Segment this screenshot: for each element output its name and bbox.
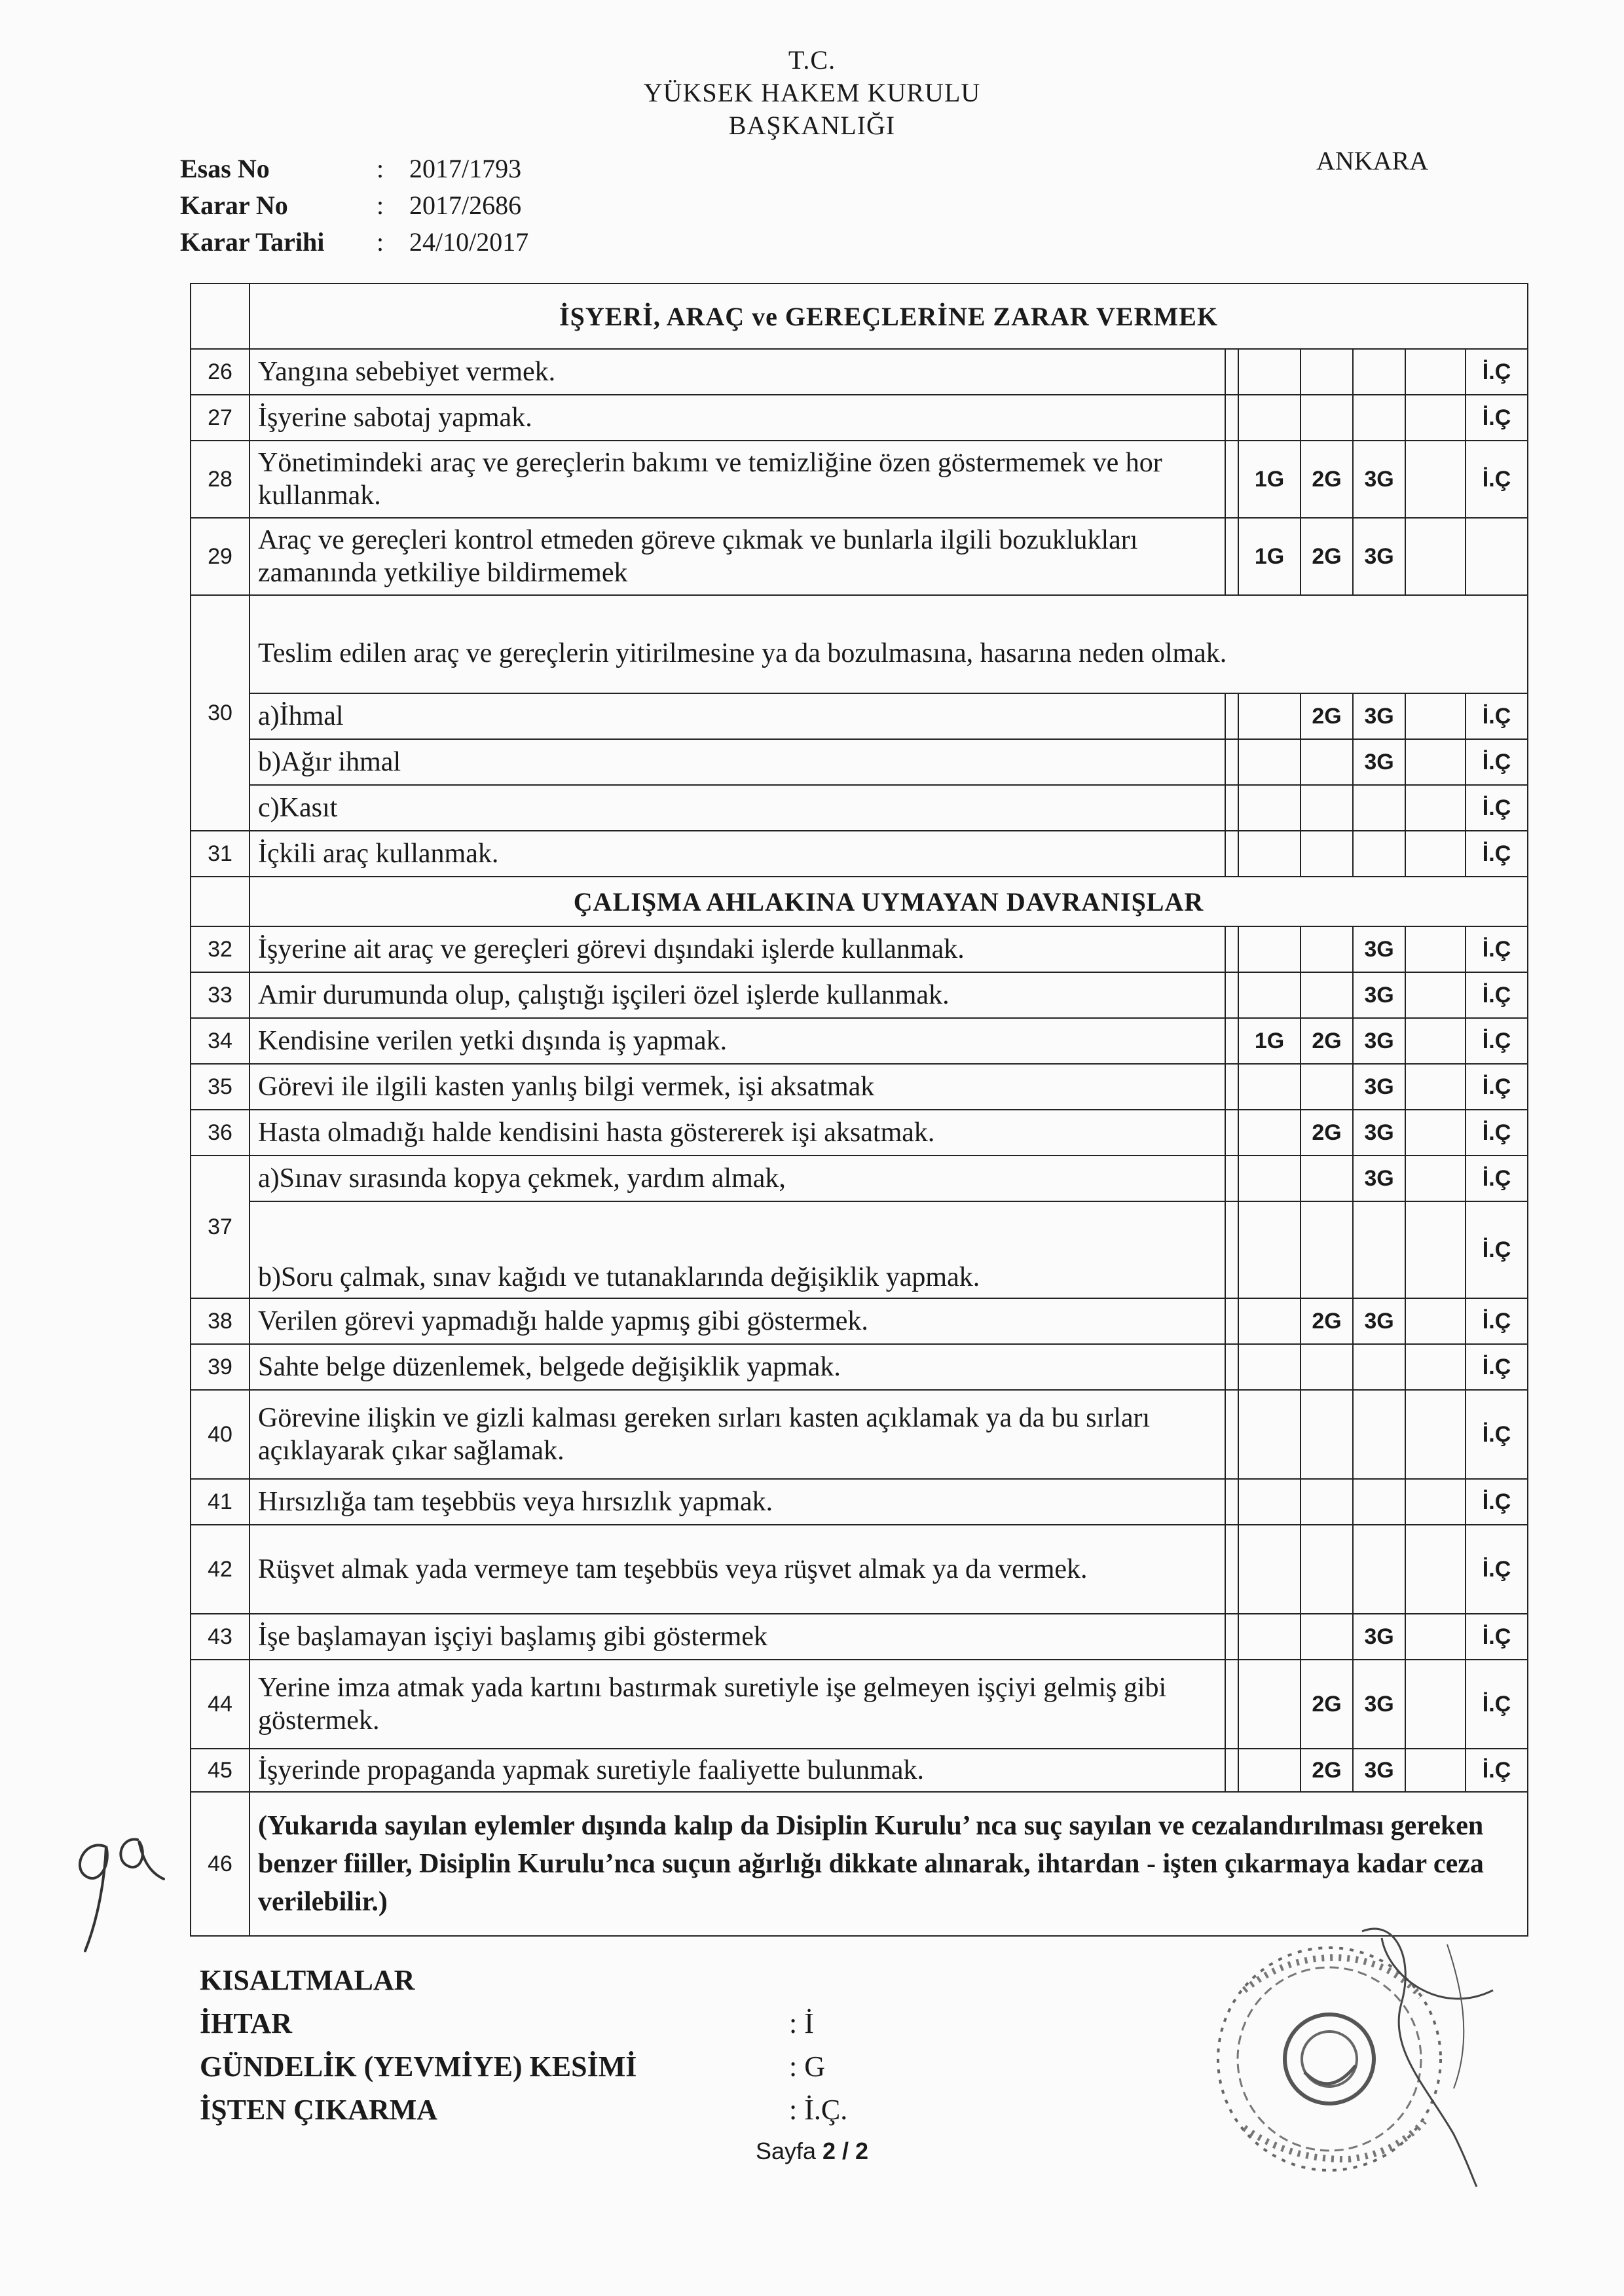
row-number: 30 (191, 595, 249, 831)
penalty-cell (1238, 1298, 1301, 1344)
row-number: 42 (191, 1525, 249, 1614)
penalty-cell: 3G (1353, 518, 1405, 595)
penalty-cell (1301, 739, 1353, 785)
row-number: 37 (191, 1156, 249, 1298)
meta-label: Karar No (180, 191, 288, 220)
penalty-cell: 3G (1353, 1110, 1405, 1156)
penalty-cell (1238, 1525, 1301, 1614)
row-offense-sub: c)Kasıt (249, 785, 1225, 831)
penalty-cell: 2G (1301, 1660, 1353, 1749)
meta-karar-tarihi (180, 224, 528, 261)
penalty-cell: 2G (1301, 693, 1353, 739)
penalty-cell (1405, 1344, 1466, 1390)
header-tc: T.C. (788, 45, 836, 75)
penalty-cell (1405, 739, 1466, 785)
penalty-cell (1238, 831, 1301, 877)
row-number: 39 (191, 1344, 249, 1390)
penalty-cell: İ.Ç (1466, 441, 1528, 518)
row-offense: Yerine imza atmak yada kartını bastırmak suretiyle işe gelmeyen işçiyi gelmiş gibi göstermek. (249, 1660, 1225, 1749)
penalty-cell (1405, 518, 1466, 595)
penalty-cell (1301, 349, 1353, 395)
penalty-cell (1353, 1201, 1405, 1298)
penalty-cell (1238, 739, 1301, 785)
abbreviation-value: : İ (789, 2007, 814, 2039)
penalty-cell: İ.Ç (1466, 693, 1528, 739)
meta-value: 2017/1793 (409, 154, 522, 183)
row-number: 31 (191, 831, 249, 877)
row-offense: Amir durumunda olup, çalıştığı işçileri özel işlerde kullanmak. (249, 972, 1225, 1018)
table-row (191, 1018, 1528, 1064)
penalty-cell: 3G (1353, 1156, 1405, 1201)
penalty-cell (1301, 1201, 1353, 1298)
row-offense-sub: a)İhmal (249, 693, 1225, 739)
penalty-cell (1405, 1660, 1466, 1749)
penalty-cell (1238, 1749, 1301, 1792)
row-offense: İçkili araç kullanmak. (249, 831, 1225, 877)
penalty-cell (1466, 518, 1528, 595)
row-offense-sub: b)Ağır ihmal (249, 739, 1225, 785)
abbreviation-label: GÜNDELİK (YEVMİYE) KESİMİ (200, 2050, 637, 2083)
penalty-cell: İ.Ç (1466, 785, 1528, 831)
penalty-cell (1238, 1660, 1301, 1749)
penalty-cell (1238, 395, 1301, 441)
penalty-cell: 3G (1353, 739, 1405, 785)
table-row-sub (191, 739, 1528, 785)
penalty-cell: İ.Ç (1466, 1479, 1528, 1525)
penalty-cell (1238, 1479, 1301, 1525)
penalty-cell (1238, 785, 1301, 831)
abbreviation-item (200, 2002, 1182, 2045)
row-offense-sub: a)Sınav sırasında kopya çekmek, yardım almak, (249, 1156, 1225, 1201)
row-offense: Yangına sebebiyet vermek. (249, 349, 1225, 395)
meta-colon: : (377, 227, 384, 257)
penalty-cell (1301, 972, 1353, 1018)
penalty-cell (1405, 972, 1466, 1018)
penalty-cell: İ.Ç (1466, 739, 1528, 785)
penalty-cell: 3G (1353, 441, 1405, 518)
penalty-cell: 3G (1353, 972, 1405, 1018)
penalty-cell (1238, 926, 1301, 972)
penalty-cell (1238, 1064, 1301, 1110)
table-row (191, 595, 1528, 693)
row-number: 38 (191, 1298, 249, 1344)
penalty-cell: İ.Ç (1466, 831, 1528, 877)
official-stamp-seal (1166, 1918, 1519, 2193)
meta-label: Karar Tarihi (180, 227, 325, 257)
row-number: 43 (191, 1614, 249, 1660)
row-number: 28 (191, 441, 249, 518)
penalty-cell (1238, 1110, 1301, 1156)
penalty-cell (1301, 1064, 1353, 1110)
page-number-value: 2 / 2 (822, 2138, 869, 2164)
row-offense: Rüşvet almak yada vermeye tam teşebbüs veya rüşvet almak ya da vermek. (249, 1525, 1225, 1614)
table-row (191, 1660, 1528, 1749)
row-offense: Teslim edilen araç ve gereçlerin yitirilmesine ya da bozulmasına, hasarına neden olmak. (249, 595, 1528, 693)
row-offense: Görevi ile ilgili kasten yanlış bilgi vermek, işi aksatmak (249, 1064, 1225, 1110)
penalty-cell (1353, 785, 1405, 831)
penalty-cell: İ.Ç (1466, 1110, 1528, 1156)
row-offense: Kendisine verilen yetki dışında iş yapmak. (249, 1018, 1225, 1064)
penalty-cell (1238, 1201, 1301, 1298)
penalty-cell: 3G (1353, 693, 1405, 739)
penalty-cell (1238, 349, 1301, 395)
penalty-cell (1405, 693, 1466, 739)
meta-colon: : (377, 191, 384, 220)
table-row-sub (191, 1201, 1528, 1298)
penalty-cell: 2G (1301, 518, 1353, 595)
table-row (191, 1614, 1528, 1660)
penalty-cell (1405, 441, 1466, 518)
table-row (191, 1110, 1528, 1156)
row-offense-sub: b)Soru çalmak, sınav kağıdı ve tutanaklarında değişiklik yapmak. (249, 1201, 1225, 1298)
row-number: 34 (191, 1018, 249, 1064)
row-number: 44 (191, 1660, 249, 1749)
row-number: 26 (191, 349, 249, 395)
abbreviations-title: KISALTMALAR (200, 1964, 415, 1996)
meta-label: Esas No (180, 154, 270, 183)
penalty-cell: İ.Ç (1466, 395, 1528, 441)
penalty-cell: 2G (1301, 441, 1353, 518)
penalty-cell: İ.Ç (1466, 1749, 1528, 1792)
row-offense: İşyerine sabotaj yapmak. (249, 395, 1225, 441)
row-number: 27 (191, 395, 249, 441)
penalty-cell (1405, 1110, 1466, 1156)
penalty-cell (1301, 1156, 1353, 1201)
penalty-cell: İ.Ç (1466, 1156, 1528, 1201)
row-number: 29 (191, 518, 249, 595)
row-number: 33 (191, 972, 249, 1018)
penalty-cell (1301, 831, 1353, 877)
penalty-cell (1301, 1390, 1353, 1479)
penalty-cell (1353, 395, 1405, 441)
penalty-cell: İ.Ç (1466, 349, 1528, 395)
penalty-cell: İ.Ç (1466, 1614, 1528, 1660)
penalty-cell (1405, 349, 1466, 395)
penalty-cell (1238, 1156, 1301, 1201)
penalty-cell (1405, 1749, 1466, 1792)
table-row (191, 1064, 1528, 1110)
penalty-cell: 2G (1301, 1110, 1353, 1156)
penalty-cell: İ.Ç (1466, 1525, 1528, 1614)
penalty-cell (1405, 1525, 1466, 1614)
meta-esas-no (180, 151, 521, 187)
penalty-cell (1301, 1479, 1353, 1525)
penalty-cell: İ.Ç (1466, 1064, 1528, 1110)
penalty-cell: İ.Ç (1466, 1660, 1528, 1749)
penalty-cell: 3G (1353, 1660, 1405, 1749)
abbreviation-label: İHTAR (200, 2007, 292, 2039)
penalty-cell (1405, 1614, 1466, 1660)
row-offense: Hırsızlığa tam teşebbüs veya hırsızlık yapmak. (249, 1479, 1225, 1525)
penalty-cell: 1G (1238, 518, 1301, 595)
penalty-cell: 2G (1301, 1018, 1353, 1064)
penalty-cell (1301, 785, 1353, 831)
penalty-cell (1353, 831, 1405, 877)
penalty-cell (1405, 1479, 1466, 1525)
header-board-name: YÜKSEK HAKEM KURULU (643, 78, 981, 107)
city-label: ANKARA (1316, 146, 1429, 175)
abbreviation-value: : G (789, 2050, 825, 2083)
section-heading-ethics: ÇALIŞMA AHLAKINA UYMAYAN DAVRANIŞLAR (249, 877, 1528, 926)
table-row (191, 518, 1528, 595)
table-row (191, 349, 1528, 395)
table-row (191, 1525, 1528, 1614)
table-row (191, 441, 1528, 518)
row-number: 46 (191, 1792, 249, 1936)
penalty-cell: İ.Ç (1466, 926, 1528, 972)
row-offense: Yönetimindeki araç ve gereçlerin bakımı ve temizliğine özen göstermemek ve hor kullanmak. (249, 441, 1225, 518)
table-row (191, 1156, 1528, 1201)
table-row (191, 1390, 1528, 1479)
penalty-cell (1405, 1018, 1466, 1064)
table-row (191, 1344, 1528, 1390)
penalty-cell (1238, 693, 1301, 739)
meta-colon: : (377, 154, 384, 183)
penalty-cell (1405, 1390, 1466, 1479)
penalty-cell (1405, 1156, 1466, 1201)
header-presidency: BAŞKANLIĞI (728, 111, 896, 140)
row-number: 40 (191, 1390, 249, 1479)
table-row (191, 1298, 1528, 1344)
abbreviation-value: : İ.Ç. (789, 2094, 848, 2126)
table-row (191, 926, 1528, 972)
penalty-cell (1301, 1525, 1353, 1614)
penalty-cell: İ.Ç (1466, 1201, 1528, 1298)
row-offense: Araç ve gereçleri kontrol etmeden göreve çıkmak ve bunlarla ilgili bozuklukları zamanında yetkiliye bildirmemek (249, 518, 1225, 595)
penalty-cell: 3G (1353, 1298, 1405, 1344)
closing-note: (Yukarıda sayılan eylemler dışında kalıp da Disiplin Kurulu’ nca suç sayılan ve cezalandırılması gereken benzer fiiller, Disiplin Kurulu’nca suçun ağırlığı dikkate alınarak, ihtardan - işten çıkarmaya kadar ceza verilebilir.) (249, 1792, 1528, 1936)
row-number: 36 (191, 1110, 249, 1156)
penalty-cell: 1G (1238, 1018, 1301, 1064)
row-number: 32 (191, 926, 249, 972)
penalty-cell: 3G (1353, 1614, 1405, 1660)
row-offense: Verilen görevi yapmadığı halde yapmış gibi göstermek. (249, 1298, 1225, 1344)
penalty-cell: İ.Ç (1466, 1298, 1528, 1344)
penalty-cell: İ.Ç (1466, 1344, 1528, 1390)
table-row-sub (191, 785, 1528, 831)
table-row (191, 1479, 1528, 1525)
penalty-cell (1353, 1344, 1405, 1390)
abbreviation-label: İŞTEN ÇIKARMA (200, 2094, 438, 2126)
penalty-cell (1301, 1614, 1353, 1660)
penalty-cell: 3G (1353, 1018, 1405, 1064)
table-row-sub (191, 693, 1528, 739)
row-offense: İşyerine ait araç ve gereçleri görevi dışındaki işlerde kullanmak. (249, 926, 1225, 972)
penalty-cell: İ.Ç (1466, 1018, 1528, 1064)
meta-value: 2017/2686 (409, 191, 522, 220)
penalty-cell: İ.Ç (1466, 1390, 1528, 1479)
penalty-cell (1301, 395, 1353, 441)
row-number: 45 (191, 1749, 249, 1792)
row-offense: İşe başlamayan işçiyi başlamış gibi göstermek (249, 1614, 1225, 1660)
penalty-cell (1405, 1298, 1466, 1344)
penalty-cell (1405, 1064, 1466, 1110)
penalty-cell (1405, 926, 1466, 972)
penalty-cell (1301, 1344, 1353, 1390)
abbreviation-item (200, 2088, 1182, 2132)
meta-karar-no (180, 187, 521, 224)
penalty-cell (1238, 972, 1301, 1018)
penalty-cell: 3G (1353, 1064, 1405, 1110)
row-offense: Görevine ilişkin ve gizli kalması gereken sırları kasten açıklamak ya da bu sırları açıklayarak çıkar sağlamak. (249, 1390, 1225, 1479)
penalty-cell (1353, 349, 1405, 395)
row-number: 41 (191, 1479, 249, 1525)
penalty-cell (1405, 1201, 1466, 1298)
penalty-cell (1238, 1614, 1301, 1660)
table-row (191, 972, 1528, 1018)
penalty-cell: 3G (1353, 926, 1405, 972)
meta-value: 24/10/2017 (409, 227, 529, 257)
penalty-cell (1238, 1344, 1301, 1390)
table-row (191, 1749, 1528, 1792)
penalty-cell: 1G (1238, 441, 1301, 518)
row-offense: Sahte belge düzenlemek, belgede değişiklik yapmak. (249, 1344, 1225, 1390)
table-row (191, 395, 1528, 441)
section-num-cell (191, 283, 249, 349)
penalty-cell (1405, 831, 1466, 877)
section-heading-damage: İŞYERİ, ARAÇ ve GEREÇLERİNE ZARAR VERMEK (249, 283, 1528, 349)
penalty-cell: 2G (1301, 1298, 1353, 1344)
table-row (191, 831, 1528, 877)
page-number-prefix: Sayfa (755, 2138, 822, 2164)
handwritten-initials-mark (59, 1820, 177, 1964)
row-offense: İşyerinde propaganda yapmak suretiyle faaliyette bulunmak. (249, 1749, 1225, 1792)
penalty-cell: 3G (1353, 1749, 1405, 1792)
section-num-cell (191, 877, 249, 926)
penalty-table (190, 283, 1528, 1937)
penalty-cell: 2G (1301, 1749, 1353, 1792)
penalty-cell (1301, 926, 1353, 972)
abbreviation-item (200, 2045, 1182, 2088)
row-number: 35 (191, 1064, 249, 1110)
penalty-cell (1353, 1390, 1405, 1479)
penalty-cell (1405, 785, 1466, 831)
penalty-cell (1405, 395, 1466, 441)
penalty-cell (1353, 1479, 1405, 1525)
row-offense: Hasta olmadığı halde kendisini hasta göstererek işi aksatmak. (249, 1110, 1225, 1156)
penalty-cell (1353, 1525, 1405, 1614)
penalty-cell: İ.Ç (1466, 972, 1528, 1018)
penalty-cell (1238, 1390, 1301, 1479)
table-row (191, 1792, 1528, 1936)
